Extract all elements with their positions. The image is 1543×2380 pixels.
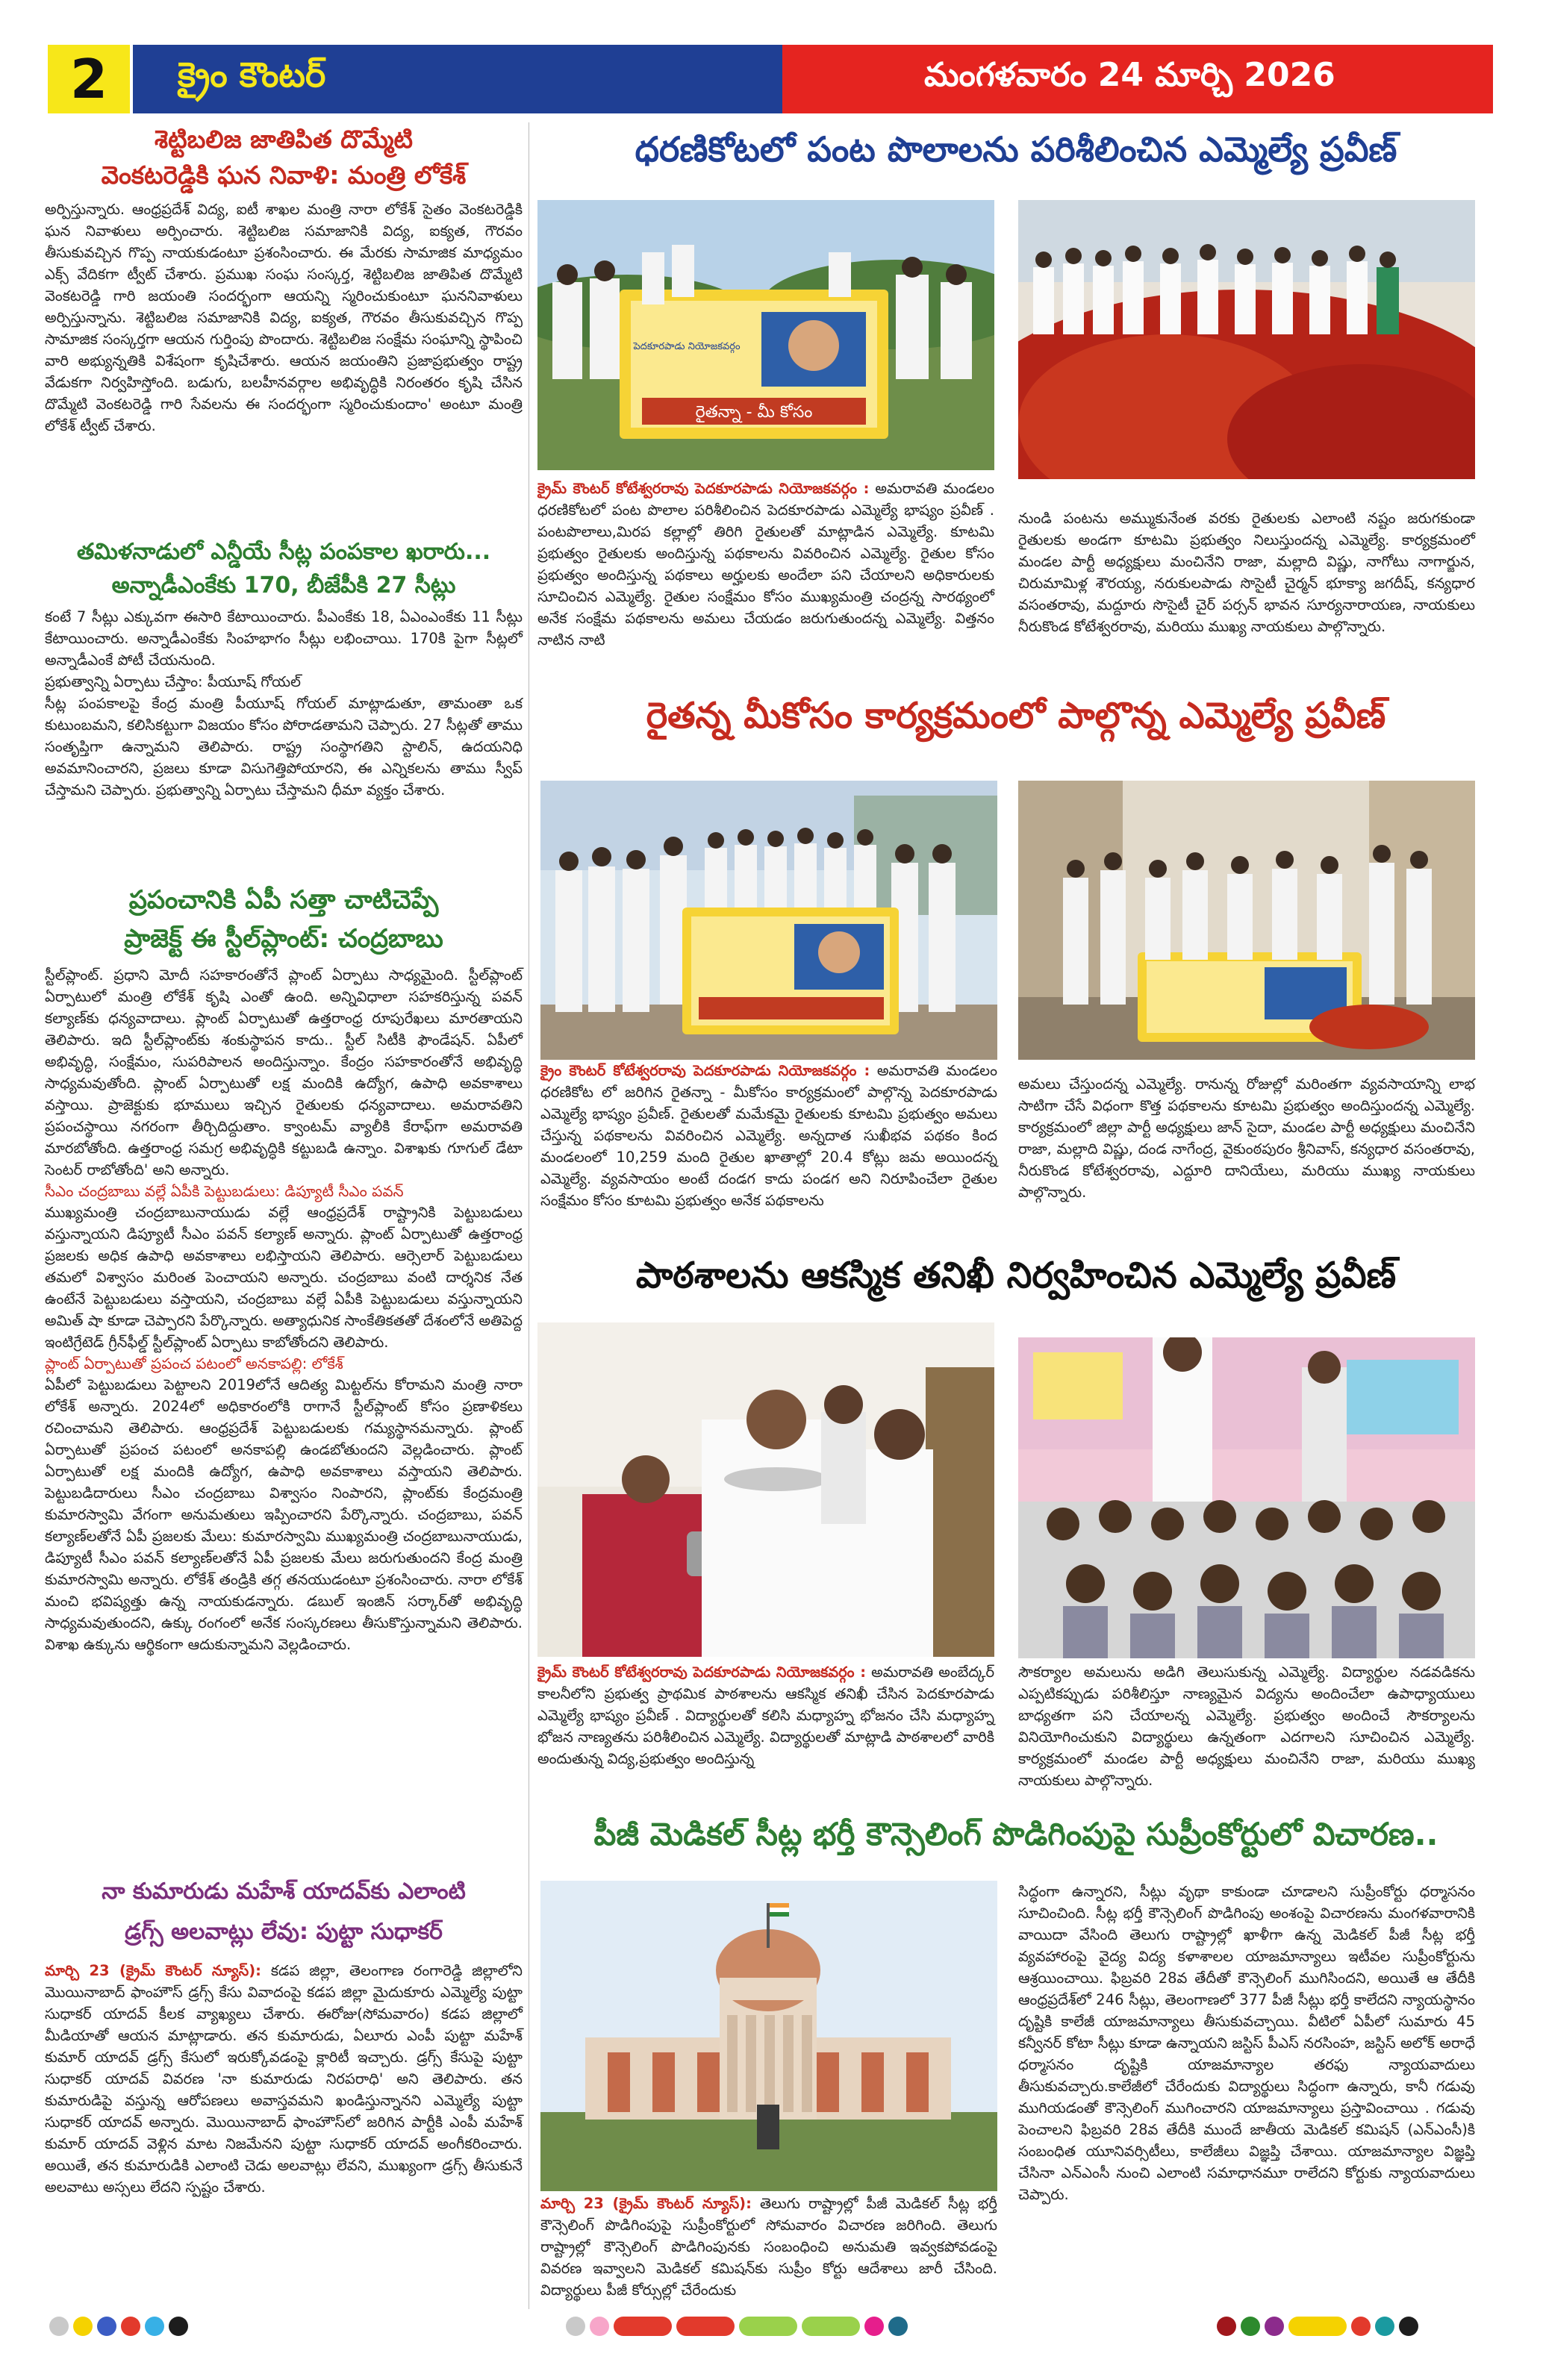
article-body [45,1960,523,2198]
story3-body-left [537,1661,994,1770]
article-text: తెలుగు రాష్ట్రాల్లో పీజీ మెడికల్ సీట్ల భర్తీ కౌన్సెలింగ్ పొడిగింపుపై సుప్రీంకోర్టులో సోమవారం విచారణ జరిగింది. తెలుగు రాష్ట్రాల్లో కౌన్సెలింగ్ పొడిగింపునకు సంబంధించి అనుమతి ఇవ్వకపోవడంపై వివరణ ఇవ్వాలని మెడికల్ కమిషన్‌కు సుప్రీం కోర్టు ఆదేశాలు జారీ చేసింది. విద్యార్థులు పీజీ కోర్సుల్లో చేరేందుకు [540,2195,997,2299]
banner-title: రైతన్నా - మీ కోసం [695,403,813,422]
footer-color-dot [566,2317,585,2336]
footer-color-dot [73,2317,93,2336]
story3-photo-classroom [1018,1337,1475,1658]
article-lokesh-tribute [45,122,523,437]
footer-color-dot [802,2317,860,2336]
story2-photo-village [1018,781,1475,1060]
footer-dots-right [1217,2317,1423,2339]
story4-headline: పీజీ మెడికల్ సీట్ల భర్తీ కౌన్సెలింగ్ పొడిగింపుపై సుప్రీంకోర్టులో విచారణ.. [593,1816,1438,1852]
story1-headline: ధరణికోటలో పంట పొలాలను పరిశీలించిన ఎమ్మెల్యే ప్రవీణ్ [635,129,1397,169]
footer-color-dot [49,2317,69,2336]
article-tn-seats [45,536,523,801]
dateline: క్రైమ్ కౌంటర్ కోటేశ్వరరావు పెదకూరపాడు నియోజకవర్గం : [537,480,870,497]
article-subhead-1: సీఎం చంద్రబాబు వల్లే ఏపీకి పెట్టుబడులు: డిప్యూటీ సీఎం పవన్ [45,1182,404,1200]
footer-color-dot [676,2317,735,2336]
story4-photo-supreme-court [540,1881,997,2191]
footer-color-dot [1351,2317,1371,2336]
story1-body-left [537,478,994,651]
footer-dots-left [49,2317,193,2339]
date-bar [782,45,1493,113]
masthead-title: క్రైం కౌంటర్ [178,54,326,95]
article-body: కంటే 7 సీట్లు ఎక్కువగా ఈసారి కేటాయించారు. పీఎంకేకు 18, ఏఎంఎంకేకు 11 సీట్లు కేటాయించారు. అన్నాడీఎంకేకు సింహభాగం సీట్లు లభించాయి. 170కి పైగా సీట్లలో అన్నాడీఎంకే పోటీ చేయనుంది. [45,608,523,669]
article-text: అమరావతి మండలం ధరణికోట లో జరిగిన రైతన్నా - మీకోసం కార్యక్రమంలో పాల్గొన్న పెదకూరపాడు ఎమ్మెల్యే భాష్యం ప్రవీణ్. రైతులతో మమేకమై రైతులకు కూటమి ప్రభుత్వం అమలు చేస్తున్న పథకాలను వివరించిన ఎమ్మెల్యే. అన్నదాత సుఖీభవ పథకం కింద మండలంలో 10,259 మంది రైతుల ఖాతాల్లో 20.4 కోట్లు జమ అయిందన్న ఎమ్మెల్యే. వ్యవసాయం అంటే దండగ కాదు పండగ అని నిరూపించేలా రైతుల సంక్షేమం కోసం కూటమి ప్రభుత్వం అనేక పథకాలను [540,1062,997,1209]
story4-body-left [540,2193,997,2301]
headline-line-1: తమిళనాడులో ఎన్డీయే సీట్ల పంపకాల ఖరారు... [76,539,491,565]
footer-color-dot [1375,2317,1394,2336]
story1-photo-banner [537,200,994,470]
headline-line-1: నా కుమారుడు మహేశ్ యాదవ్‌కు ఎలాంటి [102,1878,466,1905]
article-body: స్టీల్‌ప్లాంట్. ప్రధాని మోదీ సహకారంతోనే ప్లాంట్ ఏర్పాటు సాధ్యమైంది. స్టీల్‌ప్లాంట్ ఏర్పాటులో మంత్రి లోకేశ్ కృషి ఎంతో ఉంది. అన్నివిధాలా సహకరిస్తున్న పవన్ కల్యాణ్‌కు ధన్యవాదాలు. ప్లాంట్ ఏర్పాటుతో ఉత్తరాంధ్ర రూపురేఖలు మారతాయని తెలిపారు. ఇది స్టీల్‌ప్లాంట్‌కు శంకుస్థాపన కాదు.. స్టీల్ సిటీకి ఫౌండేషన్. ఏపీలో అభివృద్ధి, సంక్షేమం, సుపరిపాలన అందిస్తున్నాం. కేంద్రం సహకారంతోనే అభివృద్ధి సాధ్యమవుతోంది. ప్లాంట్ ఏర్పాటుతో లక్ష మందికి ఉద్యోగ, ఉపాధి అవకాశాలు వస్తాయి. ప్రాజెక్టుకు భూములు ఇచ్చిన రైతులకు ధన్యవాదాలు. అమరావతిని ప్రపంచస్థాయి నగరంగా తీర్చిదిద్దుతాం. క్వాంటమ్ వ్యాలీకి కేరాఫ్‌గా అమరావతి మారబోతోంది. ఉత్తరాంధ్ర సమగ్ర అభివృద్ధికి కట్టుబడి ఉన్నాం. విశాఖకు గూగుల్ డేటా సెంటర్ రాబోతోంది' అని అన్నారు. [45,966,523,1178]
footer-color-dot [864,2317,884,2336]
story4-body-right: సిద్ధంగా ఉన్నారని, సీట్లు వృథా కాకుండా చూడాలని సుప్రీంకోర్టు ధర్మాసనం సూచించింది. సీట్ల భర్తీ కౌన్సెలింగ్ పొడిగింపు అంశంపై విచారణను మంగళవారానికి వాయిదా వేసింది తెలుగు రాష్ట్రాల్లో ఖాళీగా ఉన్న మెడికల్ పీజీ సీట్ల భర్తీ వ్యవహారంపై వైద్య విద్య కళాశాలల యాజమాన్యాలు ఇటీవల సుప్రీంకోర్టును ఆశ్రయించాయి. ఫిబ్రవరి 28వ తేదీతో కౌన్సెలింగ్ ముగిసిందని, అయితే ఆ తేదీకి ఆంధ్రప్రదేశ్‌లో 246 సీట్లు, తెలంగాణలో 377 పీజీ సీట్లు భర్తీ కాలేదని న్యాయస్థానం దృష్టికి కాలేజీ యాజమాన్యాలు తీసుకువచ్చాయి. వీటిలో ఏపీలో సుమారు 45 కన్వీనర్ కోటా సీట్లు కూడా ఉన్నాయని జస్టిస్ పీఎస్ నరసింహ, జస్టిస్ అలోక్ అరాధే ధర్మాసనం దృష్టికి యాజమాన్యాల తరఫు న్యాయవాదులు తీసుకువచ్చారు.కాలేజీలో చేరేందుకు విద్యార్థులు సిద్ధంగా ఉన్నారు, కానీ గడువు ముగియడంతో కౌన్సెలింగ్ ముగించారని యాజమాన్యాలు ప్రస్తావించాయి . గడువు పెంచాలని ఫిబ్రవరి 28వ తేదీకి ముందే జాతీయ మెడికల్ కమిషన్ (ఎన్ఎంసీ)కి సంబంధిత యూనివర్సిటీలు, కాలేజీలు విజ్ఞప్తి చేశాయి. యాజమాన్యాల విజ్ఞప్తి చేసినా ఎన్ఎంసీ నుంచి ఎలాంటి సమాధానమూ రాలేదని కోర్టుకు న్యాయవాదులు చెప్పారు. [1018,1883,1475,2203]
article-text: కడప జిల్లా, తెలంగాణ రంగారెడ్డి జిల్లాలోని మొయినాబాద్ ఫాంహౌస్ డ్రగ్స్ కేసు వివాదంపై కడప జిల్లా మైదుకూరు ఎమ్మెల్యే పుట్టా సుధాకర్ యాదవ్ కీలక వ్యాఖ్యలు చేశారు. ఈరోజు(సోమవారం) కడప జిల్లాలో మీడియాతో ఆయన మాట్లాడారు. తన కుమారుడు, ఏలూరు ఎంపీ పుట్టా మహేశ్ కుమార్ యాదవ్ డ్రగ్స్ కేసులో ఇరుక్కోవడంపై క్లారిటీ ఇచ్చారు. డ్రగ్స్ కేసుపై పుట్టా సుధాకర్ యాదవ్ వివరణ 'నా కుమారుడు నిరపరాధి' అని తెలిపారు. తన కుమారుడిపై వస్తున్న ఆరోపణలు అవాస్తవమని ఖండిస్తున్నానని ఎమ్మెల్యే పుట్టా సుధాకర్ యాదవ్ అన్నారు. మొయినాబాద్ ఫాంహౌస్‌లో జరిగిన పార్టీకి ఎంపీ మహేశ్ కుమార్ యాదవ్ వెళ్లిన మాట నిజమేనని పుట్టా సుధాకర్ యాదవ్ అంగీకరించారు. అయితే, తన కుమారుడికి ఎలాంటి చెడు అలవాట్లు లేవని, ముఖ్యంగా డ్రగ్స్ తీసుకునే అలవాటు అస్సలు లేదని స్పష్టం చేశారు. [45,1962,523,2196]
headline-line-2: వెంకటరెడ్డికి ఘన నివాళి: మంత్రి లోకేశ్ [101,160,467,190]
article-body: అర్పిస్తున్నారు. ఆంధ్రప్రదేశ్ విద్య, ఐటీ శాఖల మంత్రి నారా లోకేశ్ సైతం వెంకటరెడ్డికి ఘన నివాళులు అర్పించారు. శెట్టిబలిజ సమాజానికి విద్య, ఐక్యత, గౌరవం తీసుకువచ్చిన గొప్ప నాయకుడంటూ ప్రశంసించారు. ఈ మేరకు సామాజిక మాధ్యమం ఎక్స్ వేదికగా ట్వీట్ చేశారు. ప్రముఖ సంఘ సంస్కర్త, శెట్టిబలిజ జాతిపిత దొమ్మేటి వెంకటరెడ్డి గారి జయంతి సందర్భంగా ఆయన్ని స్మరించుకుంటూ ఘననివాళులు అర్పిస్తున్నాను. శెట్టిబలిజ సమాజానికి విద్య, ఐక్యత, గౌరవం తీసుకువచ్చిన గొప్ప సామాజిక సంస్కర్తగా ఆయన గుర్తింపు పొందారు. శెట్టిబలిజ సంక్షేమ సంఘాన్ని స్థాపించి వారి అభ్యున్నతికి విశేషంగా కృషిచేశారు. ఆయన జయంతిని ప్రజాప్రభుత్వం రాష్ట్ర వేడుకగా నిర్వహిస్తోంది. బడుగు, బలహీనవర్గాల అభివృద్ధికి నిరంతరం కృషి చేసిన దొమ్మేటి వెంకటరెడ్డి గారి సేవలను ఈ సందర్భంగా స్మరించుకుందాం' అంటూ మంత్రి లోకేశ్ ట్వీట్ చేశారు. [45,201,523,434]
story3-body-right: సౌకర్యాల అమలును అడిగి తెలుసుకున్న ఎమ్మెల్యే. విద్యార్థుల నడవడికను ఎప్పటికప్పుడు పరిశీలిస్తూ నాణ్యమైన విద్యను అందించేలా ఉపాధ్యాయులు బాధ్యతగా పని చేయాలన్న ఎమ్మెల్యే. ప్రభుత్వం అందించే సౌకర్యాలను వినియోగించుకుని విద్యార్థులు ఉన్నతంగా ఎదగాలని సూచించిన ఎమ్మెల్యే. కార్యక్రమంలో మండల పార్టీ అధ్యక్షులు మంచినేని రాజా, మరియు ముఖ్య నాయకులు పాల్గొన్నారు. [1018,1664,1475,1789]
article-body-2: ముఖ్యమంత్రి చంద్రబాబునాయుడు వల్లే ఆంధ్రప్రదేశ్ రాష్ట్రానికి పెట్టుబడులు వస్తున్నాయని డిప్యూటీ సీఎం పవన్ కల్యాణ్ అన్నారు. ప్లాంట్ ఏర్పాటుతో ఉత్తరాంధ్ర ప్రజలకు అధిక ఉపాధి అవకాశాలు లభిస్తాయని తెలిపారు. ఆర్సెలార్ పెట్టుబడులు తమలో విశ్వాసం మరింత పెంచాయని అన్నారు. చంద్రబాబు వంటి దార్శనిక నేత ఉంటేనే పెట్టుబడులు వస్తాయని, చంద్రబాబు వల్లే ఏపీకి పెట్టుబడులు వస్తున్నాయని అమిత్ షా కూడా చెప్పారని పేర్కొన్నారు. అత్యాధునిక సాంకేతికతతో దేశంలోనే అతిపెద్ద ఇంటిగ్రేటెడ్ గ్రీన్‌ఫీల్డ్ స్టీల్‌ప్లాంట్ ఏర్పాటు కాబోతోందని తెలిపారు. [45,1204,523,1351]
footer-color-dot [169,2317,188,2336]
dateline: మార్చి 23 (క్రైమ్ కౌంటర్ న్యూస్): [45,1962,261,1979]
footer-color-dot [1265,2317,1284,2336]
footer-color-dot [1217,2317,1236,2336]
headline-line-1: శెట్టిబలిజ జాతిపిత దొమ్మేటి [155,125,413,154]
footer-color-dot [614,2317,672,2336]
article-body-2: సీట్ల పంపకాలపై కేంద్ర మంత్రి పీయూష్ గోయల్ మాట్లాడుతూ, తామంతా ఒక కుటుంబమని, కలిసికట్టుగా విజయం కోసం పోరాడతామని చెప్పారు. 27 సీట్లతో తాము సంతృప్తిగా ఉన్నామని తెలిపారు. రాష్ట్ర సంస్థాగతిని స్టాలిన్, ఉదయనిధి అవమానించారని, ప్రజలు కూడా విసుగెత్తిపోయారని, ఈ ఎన్నికలను తాము స్వీప్ చేస్తామని చెప్పారు. ప్రభుత్వాన్ని ఏర్పాటు చేస్తామని ధీమా వ్యక్తం చేశారు. [45,695,523,799]
footer-color-dot [145,2317,164,2336]
page-number: 2 [48,45,130,113]
article-steel-plant [45,881,523,1655]
footer-color-dot [590,2317,609,2336]
story1-photo-chilli-field [1018,200,1475,479]
article-body-3: ఏపీలో పెట్టుబడులు పెట్టాలని 2019లోనే ఆదిత్య మిట్టల్‌ను కోరామని మంత్రి నారా లోకేశ్ అన్నారు. 2024లో అధికారంలోకి రాగానే స్టీల్‌ప్లాంట్ కోసం ప్రణాళికలు రచించామని తెలిపారు. ఆంధ్రప్రదేశ్ పెట్టుబడులకు గమ్యస్థానమన్నారు. ప్లాంట్ ఏర్పాటుతో ప్రపంచ పటంలో అనకాపల్లి ఉండబోతుందని వెల్లడించారు. ప్లాంట్ ఏర్పాటుతో లక్ష మందికి ఉద్యోగ, ఉపాధి అవకాశాలు వస్తాయని తెలిపారు. పెట్టుబడిదారులు సీఎం చంద్రబాబు విశ్వాసం నింపారని, ప్లాంట్‌కు కేంద్రమంత్రి కుమారస్వామి వేగంగా అనుమతులు ఇప్పించారని పేర్కొన్నారు. చంద్రబాబు, పవన్ కల్యాణ్‌లతోనే ఏపీ ప్రజలకు మేలు: కుమారస్వామి ముఖ్యమంత్రి చంద్రబాబునాయుడు, డిప్యూటీ సీఎం పవన్ కల్యాణ్‌లతోనే ఏపీ ప్రజలకు మేలు జరుగుతుందని కేంద్ర మంత్రి కుమారస్వామి అన్నారు. లోకేశ్ తండ్రికి తగ్గ తనయుడంటూ ప్రశంసించారు. నారా లోకేశ్ మంచి భవిష్యత్తు ఉన్న నాయకుడన్నారు. డబుల్ ఇంజిన్ సర్కార్‌తో అభివృద్ధి సాధ్యమవుతుందని, ఉక్కు రంగంలో అనేక సంస్కరణలు తీసుకొస్తున్నామని తెలిపారు. విశాఖ ఉక్కును ఆర్థికంగా ఆదుకున్నామని వెల్లడించారు. [45,1376,523,1653]
article-putta-sudhakar [45,1872,523,2198]
footer-color-dot [1241,2317,1260,2336]
footer-color-dot [97,2317,116,2336]
issue-date: మంగళవారం 24 మార్చి 2026 [924,56,1335,94]
article-text: అమరావతి మండలం ధరణికోటలో పంట పొలాల పరిశీలించిన పెదకూరపాడు ఎమ్మెల్యే భాష్యం ప్రవీణ్ . పంటపొలాలు,మిరప కల్లాల్లో తిరిగి రైతులతో మాట్లాడిన ఎమ్మెల్యే. కూటమి ప్రభుత్వం రైతులకు అందిస్తున్న పథకాలను వివరించిన ఎమ్మెల్యే. రైతుల కోసం ప్రభుత్వం అందిస్తున్న పథకాలు అర్హులకు అందేలా పని చేయాలని అధికారులకు సూచించిన ఎమ్మెల్యే. రైతుల సంక్షేమం కోసం ముఖ్యమంత్రి చంద్రన్న సారథ్యంలో అనేక సంక్షేమ పథకాలను అమలు చేయడం జరుగుతుందన్న ఎమ్మెల్యే. విత్తనం నాటిన నాటి [537,480,994,649]
article-subhead-2: ప్లాంట్ ఏర్పాటుతో ప్రపంచ పటంలో అనకాపల్లి: లోకేశ్ [45,1355,343,1372]
headline-line-2: అన్నాడీఎంకేకు 170, బీజేపీకి 27 సీట్లు [111,572,456,599]
footer-color-dot [739,2317,797,2336]
banner-subtitle: పెదకూరపాడు నియోజకవర్గం [633,341,741,352]
dateline: క్రైం కౌంటర్ కోటేశ్వరరావు పెదకూరపాడు నియోజకవర్గం : [540,1062,870,1079]
story2-body-left [540,1060,997,1211]
story2-body-right: అమలు చేస్తుందన్న ఎమ్మెల్యే. రానున్న రోజుల్లో మరింతగా వ్యవసాయాన్ని లాభ సాటిగా చేసే విధంగా కొత్త పథకాలను కూటమి ప్రభుత్వం అందిస్తుందన్న ఎమ్మెల్యే. కార్యక్రమంలో జిల్లా పార్టీ అధ్యక్షులు జాన్ సైదా, మండల పార్టీ అధ్యక్షులు మంచినేని రాజా, మల్లాది విష్ణు, దండ నాగేంద్ర, వైకుంఠపురం శ్రీనివాస్, కన్యధార వసంతరావు, నీరుకొండ కోటేశ్వరరావు, ఎద్దూరి దానియేలు, మరియు ముఖ్య నాయకులు పాల్గొన్నారు. [1018,1075,1475,1201]
footer-color-dot [1288,2317,1347,2336]
story1-body-right: నుండి పంటను అమ్ముకునేంత వరకు రైతులకు ఎలాంటి నష్టం జరుగకుండా రైతులకు అండగా కూటమి ప్రభుత్వం నిలుస్తుందన్న ఎమ్మెల్యే. కార్యక్రమంలో మండల పార్టీ అధ్యక్షులు మంచినేని రాజా, మల్లాది విష్ణు, నాగోటు నాగార్జున, చిరుమామిళ్ల శౌరయ్య, నరుకులపాడు సొసైటీ చైర్మన్ భూక్యా జగదీష్, కన్యధార వసంతరావు, మద్దూరు సొసైటీ చైర్ పర్సన్ భావన సూర్యనారాయణ, నాయకులు నీరుకొండ కోటేశ్వరరావు, మరియు ముఖ్య నాయకులు పాల్గొన్నారు. [1018,510,1475,635]
story3-headline: పాఠశాలను ఆకస్మిక తనిఖీ నిర్వహించిన ఎమ్మెల్యే ప్రవీణ్ [635,1255,1397,1296]
dateline: క్రైమ్ కౌంటర్ కోటేశ్వరరావు పెదకూరపాడు నియోజకవర్గం : [537,1664,867,1681]
headline-line-2: ప్రాజెక్ట్ ఈ స్టీల్‌ప్లాంట్: చంద్రబాబు [124,924,443,954]
article-text: అమరావతి అంబేద్కర్ కాలనీలోని ప్రభుత్వ ప్రాథమిక పాఠశాలను ఆకస్మిక తనిఖీ చేసిన పెదకూరపాడు ఎమ్మెల్యే భాష్యం ప్రవీణ్ . విద్యార్థులతో కలిసి మధ్యాహ్న భోజనం చేసి మధ్యాహ్న భోజన నాణ్యతను పరిశీలించిన ఎమ్మెల్యే. విద్యార్థులతో మాట్లాడి పాఠశాలలో వారికి అందుతున్న విద్య,ప్రభుత్వం అందిస్తున్న [537,1664,995,1767]
story2-headline: రైతన్న మీకోసం కార్యక్రమంలో పాల్గొన్న ఎమ్మెల్యే ప్రవీణ్ [646,695,1386,737]
footer-color-dot [1399,2317,1418,2336]
masthead-bar [133,45,782,113]
footer-dots-center [566,2317,912,2339]
headline-line-1: ప్రపంచానికి ఏపీ సత్తా చాటిచెప్పే [128,885,439,915]
story3-photo-lunch [537,1322,994,1657]
story2-photo-group [540,781,997,1060]
footer-color-dot [121,2317,140,2336]
article-subhead: ప్రభుత్వాన్ని ఏర్పాటు చేస్తాం: పీయూష్ గోయల్ [45,673,301,690]
footer-color-dot [888,2317,908,2336]
headline-line-2: డ్రగ్స్ అలవాట్లు లేవు: పుట్టా సుధాకర్ [125,1919,443,1945]
dateline: మార్చి 23 (క్రైమ్ కౌంటర్ న్యూస్): [540,2195,752,2212]
